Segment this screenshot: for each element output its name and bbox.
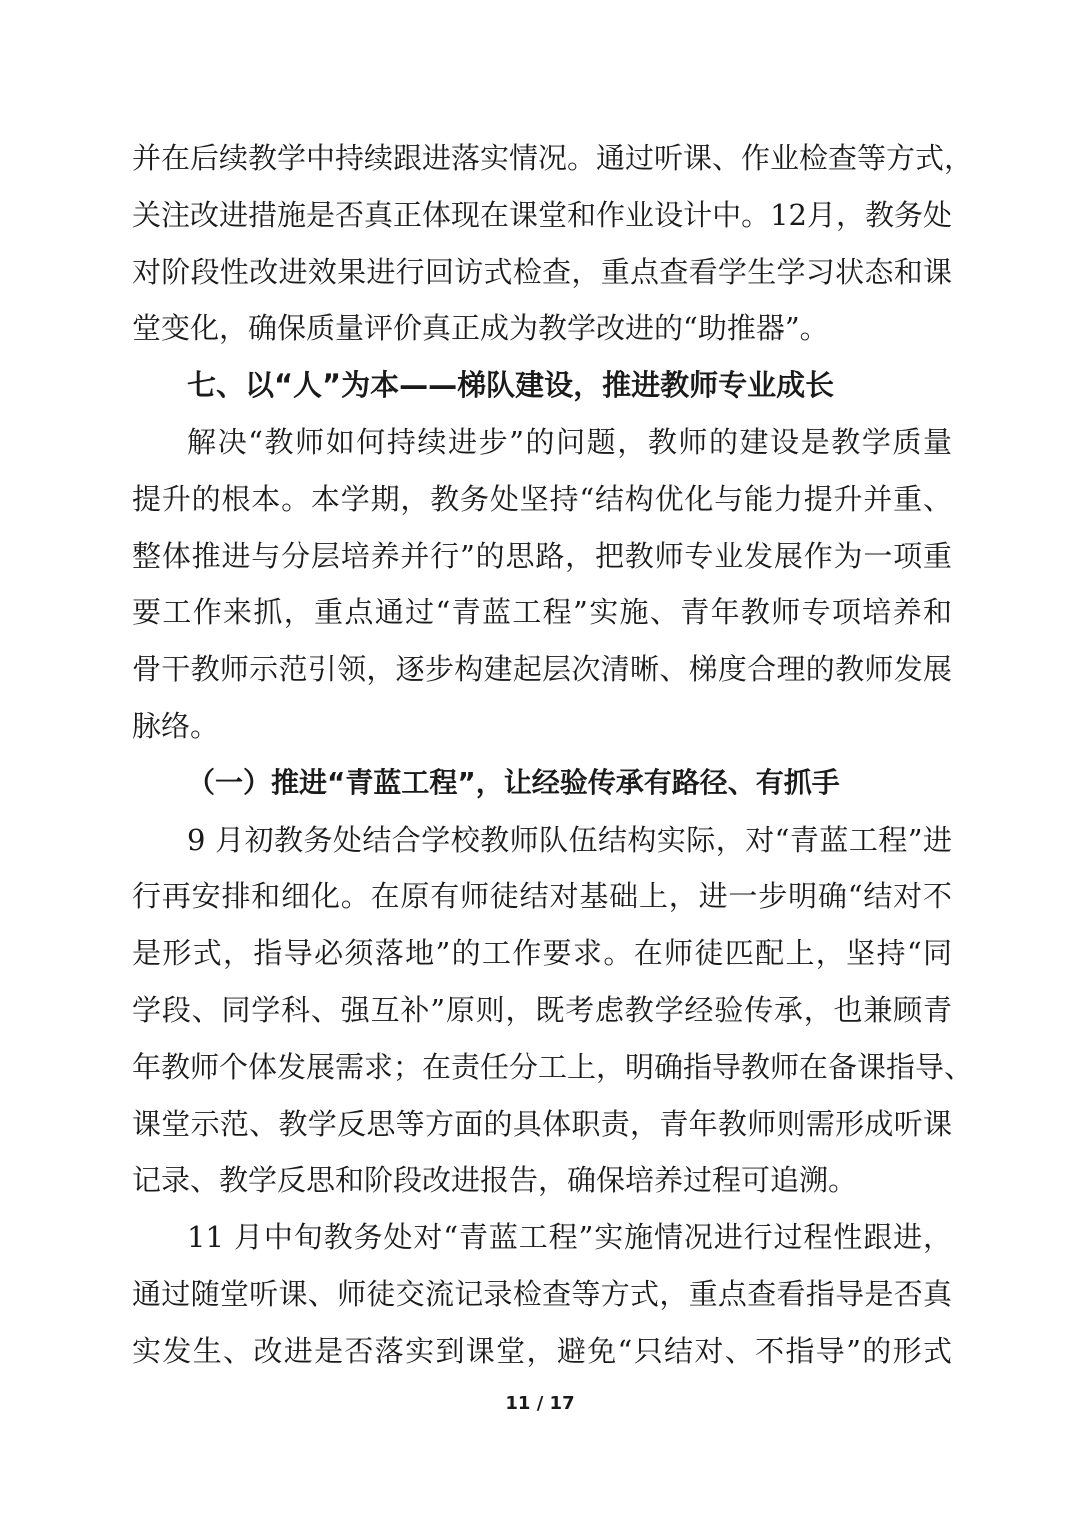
paragraph-line: 提升的根本。本学期，教务处坚持“结构优化与能力提升并重、	[132, 482, 952, 516]
paragraph-line: 并在后续教学中持续跟进落实情况。通过听课、作业检查等方式，	[132, 141, 974, 175]
paragraph-line: 课堂示范、教学反思等方面的具体职责，青年教师则需形成听课	[132, 1107, 952, 1141]
paragraph-line: 堂变化，确保质量评价真正成为教学改进的“助推器”。	[132, 311, 829, 345]
paragraph-line: 脉络。	[132, 709, 220, 743]
paragraph-line: 整体推进与分层培养并行”的思路，把教师专业发展作为一项重	[132, 539, 952, 573]
paragraph-line: 是形式，指导必须落地”的工作要求。在师徒匹配上，坚持“同	[132, 936, 952, 970]
paragraph-line: 9 月初教务处结合学校教师队伍结构实际，对“青蓝工程”进	[187, 823, 952, 857]
paragraph-line: 行再安排和细化。在原有师徒结对基础上，进一步明确“结对不	[132, 879, 952, 913]
paragraph-line: 对阶段性改进效果进行回访式检查，重点查看学生学习状态和课	[132, 255, 952, 289]
paragraph-line: 解决“教师如何持续进步”的问题，教师的建设是教学质量	[187, 425, 952, 459]
paragraph-line: 学段、同学科、强互补”原则，既考虑教学经验传承，也兼顾青	[132, 993, 952, 1027]
paragraph-line: 实发生、改进是否落实到课堂，避免“只结对、不指导”的形式	[132, 1334, 952, 1368]
paragraph-line: 通过随堂听课、师徒交流记录检查等方式，重点查看指导是否真	[132, 1277, 952, 1311]
section-heading: 七、以“人”为本——梯队建设，推进教师专业成长	[187, 368, 835, 402]
paragraph-line: 记录、教学反思和阶段改进报告，确保培养过程可追溯。	[132, 1163, 858, 1197]
subsection-heading: （一）推进“青蓝工程”，让经验传承有路径、有抓手	[187, 766, 840, 799]
paragraph-line: 骨干教师示范引领，逐步构建起层次清晰、梯度合理的教师发展	[132, 652, 952, 686]
paragraph-line: 11 月中旬教务处对“青蓝工程”实施情况进行过程性跟进，	[187, 1220, 952, 1254]
paragraph-line: 年教师个体发展需求；在责任分工上，明确指导教师在备课指导、	[132, 1050, 974, 1084]
paragraph-line: 关注改进措施是否真正体现在课堂和作业设计中。12月，教务处	[132, 198, 952, 232]
paragraph-line: 要工作来抓，重点通过“青蓝工程”实施、青年教师专项培养和	[132, 595, 952, 629]
page-number: 11 / 17	[505, 1393, 575, 1414]
